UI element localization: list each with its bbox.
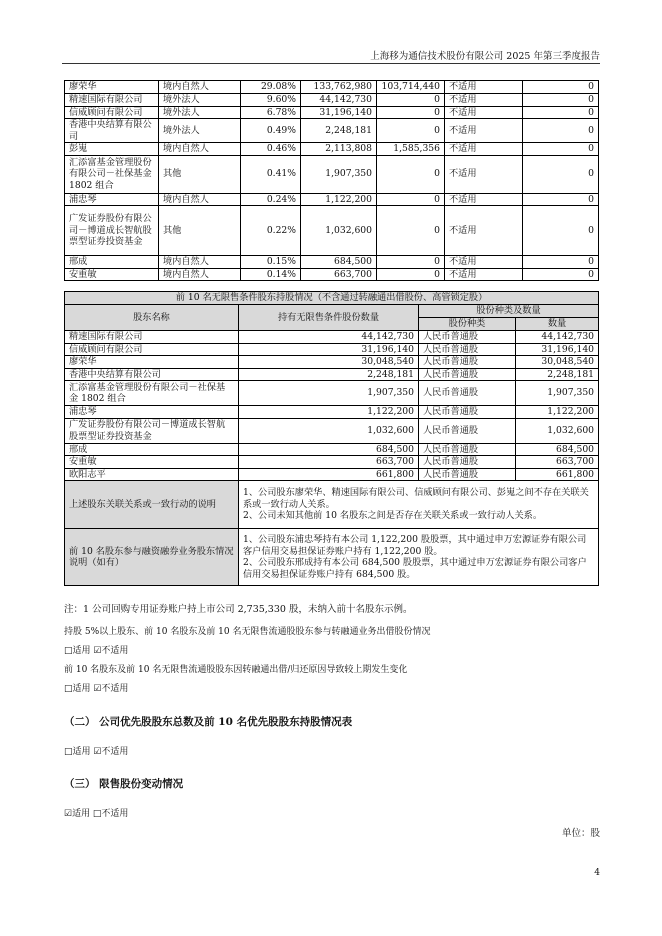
cell-name: 汇添富基金管理股份有限公司－社保基金 1802 组合 [65,381,239,406]
cell-pledge: 不适用 [445,94,523,107]
cell-type: 境外法人 [159,94,241,107]
col-header-kind-type: 股份种类 [419,318,516,331]
cell-qty: 30,048,540 [516,356,599,369]
table-row [65,468,599,481]
cell-type: 其他 [159,206,241,256]
cell-name: 精速国际有限公司 [65,94,159,107]
cell-shares: 30,048,540 [239,356,419,369]
col-header-kind: 股份种类及数量 [419,305,599,318]
table-row [65,356,599,369]
col-header-kind-qty: 数量 [516,318,599,331]
cell-shares: 31,196,140 [301,106,377,119]
cell-pct: 9.60% [241,94,301,107]
cell-name: 香港中央结算有限公司 [65,368,239,381]
cell-type: 其他 [159,155,241,193]
cell-name: 汇添富基金管理股份有限公司－社保基金 1802 组合 [65,155,159,193]
cell-name: 廖荣华 [65,356,239,369]
cell-qty: 663,700 [516,456,599,469]
margin-text: 1、公司股东浦忠琴持有本公司 1,122,200 股股票，其中通过申万宏源证券有限公司客户信用交易担保证券账户持有 1,122,200 股。 2、公司股东邢成持有本公司 684,500 股股票，其中通过申万宏源证券有限公司客户信用交易担保证券账户持有 684,500 股。 [239,529,599,586]
table-row [65,381,599,406]
cell-kind: 人民币普通股 [419,468,516,481]
cell-name: 信威顾问有限公司 [65,106,159,119]
table-row [65,331,599,344]
lending-paragraph: 持股 5%以上股东、前 10 名股东及前 10 名无限售流通股股东参与转融通业务出借股份情况 [64,627,431,637]
restricted-shares-heading: （三） 限售股份变动情况 [64,778,184,790]
col-header-shares: 持有无限售条件股份数量 [239,305,419,331]
table-row [65,143,599,156]
preferred-shares-heading: （二） 公司优先股股东总数及前 10 名优先股股东持股情况表 [64,716,353,728]
table-row [65,106,599,119]
cell-qty: 1,032,600 [516,418,599,443]
cell-kind: 人民币普通股 [419,356,516,369]
table-title: 前 10 名无限售条件股东持股情况（不含通过转融通出借股份、高管锁定股） [65,292,599,305]
table-row [65,119,599,143]
cell-name: 彭嵬 [65,143,159,156]
buyback-note: 注：1 公司回购专用证券账户持上市公司 2,735,330 股，未纳入前十名股东示例。 [64,604,413,615]
cell-shares: 684,500 [239,443,419,456]
cell-shares: 31,196,140 [239,343,419,356]
cell-qty: 31,196,140 [516,343,599,356]
cell-qty: 0 [523,143,599,156]
cell-shares: 2,248,181 [301,119,377,143]
lending-change-applicability: □适用 ☑不适用 [64,684,129,694]
cell-restricted: 0 [377,106,445,119]
cell-shares: 663,700 [301,268,377,281]
cell-name: 安重敏 [65,268,159,281]
cell-shares: 44,142,730 [239,331,419,344]
cell-pct: 0.41% [241,155,301,193]
cell-shares: 684,500 [301,256,377,269]
cell-restricted: 0 [377,94,445,107]
cell-qty: 0 [523,193,599,206]
cell-pct: 0.49% [241,119,301,143]
cell-kind: 人民币普通股 [419,443,516,456]
lending-applicability: □适用 ☑不适用 [64,646,129,656]
table-row [65,268,599,281]
relation-label: 上述股东关联关系或一致行动的说明 [65,481,239,529]
cell-name: 欧阳志平 [65,468,239,481]
col-header-name: 股东名称 [65,305,239,331]
cell-name: 香港中央结算有限公司 [65,119,159,143]
cell-qty: 684,500 [516,443,599,456]
unit-label: 单位：股 [561,828,600,839]
cell-name: 浦忠琴 [65,193,159,206]
cell-qty: 1,122,200 [516,406,599,419]
table-row [65,456,599,469]
cell-type: 境内自然人 [159,193,241,206]
table-row [65,256,599,269]
cell-restricted: 0 [377,268,445,281]
cell-name: 广发证券股份有限公司－博道成长智航股票型证券投资基金 [65,418,239,443]
cell-shares: 133,762,980 [301,81,377,94]
cell-qty: 0 [523,256,599,269]
cell-pledge: 不适用 [445,81,523,94]
cell-pct: 0.24% [241,193,301,206]
relation-text: 1、公司股东廖荣华、精速国际有限公司、信威顾问有限公司、彭嵬之间不存在关联关系或一致行动人关系。 2、公司未知其他前 10 名股东之间是否存在关联关系或一致行动人关系。 [239,481,599,529]
cell-type: 境内自然人 [159,268,241,281]
cell-pledge: 不适用 [445,193,523,206]
table-row [65,443,599,456]
cell-qty: 0 [523,81,599,94]
cell-shares: 663,700 [239,456,419,469]
table-row [65,368,599,381]
table-row [65,94,599,107]
cell-qty: 2,248,181 [516,368,599,381]
cell-qty: 0 [523,268,599,281]
cell-name: 邢成 [65,256,159,269]
cell-qty: 0 [523,94,599,107]
cell-restricted: 1,585,356 [377,143,445,156]
cell-restricted: 0 [377,206,445,256]
cell-name: 信威顾问有限公司 [65,343,239,356]
cell-pct: 0.22% [241,206,301,256]
cell-qty: 0 [523,155,599,193]
cell-shares: 1,907,350 [239,381,419,406]
cell-qty: 0 [523,206,599,256]
cell-pledge: 不适用 [445,106,523,119]
cell-shares: 1,122,200 [301,193,377,206]
top-shareholders-table [64,80,599,281]
cell-shares: 1,122,200 [239,406,419,419]
cell-restricted: 0 [377,155,445,193]
table-row [65,81,599,94]
table-row [65,406,599,419]
report-header: 上海移为通信技术股份有限公司 2025 年第三季度报告 [370,51,600,62]
cell-pct: 0.46% [241,143,301,156]
cell-name: 邢成 [65,443,239,456]
cell-pledge: 不适用 [445,119,523,143]
cell-name: 浦忠琴 [65,406,239,419]
cell-qty: 0 [523,106,599,119]
cell-pledge: 不适用 [445,256,523,269]
cell-kind: 人民币普通股 [419,381,516,406]
cell-qty: 661,800 [516,468,599,481]
preferred-shares-applicability: □适用 ☑不适用 [64,747,129,757]
cell-qty: 1,907,350 [516,381,599,406]
restricted-shares-applicability: ☑适用 □不适用 [64,809,129,819]
table-row [65,155,599,193]
cell-qty: 0 [523,119,599,143]
unrestricted-shareholders-table [64,291,599,586]
margin-label: 前 10 名股东参与融资融券业务股东情况说明（如有） [65,529,239,586]
table-row [65,343,599,356]
cell-pct: 0.14% [241,268,301,281]
cell-kind: 人民币普通股 [419,368,516,381]
cell-shares: 44,142,730 [301,94,377,107]
cell-type: 境内自然人 [159,81,241,94]
table-row [65,193,599,206]
cell-restricted: 103,714,440 [377,81,445,94]
cell-pledge: 不适用 [445,143,523,156]
cell-shares: 1,032,600 [239,418,419,443]
cell-kind: 人民币普通股 [419,343,516,356]
lending-change-paragraph: 前 10 名股东及前 10 名无限售流通股股东因转融通出借/归还原因导致较上期发生变化 [64,665,408,675]
cell-type: 境内自然人 [159,143,241,156]
cell-type: 境内自然人 [159,256,241,269]
cell-shares: 1,907,350 [301,155,377,193]
cell-kind: 人民币普通股 [419,406,516,419]
cell-pct: 29.08% [241,81,301,94]
cell-name: 广发证券股份有限公司－博道成长智航股票型证券投资基金 [65,206,159,256]
cell-kind: 人民币普通股 [419,331,516,344]
cell-kind: 人民币普通股 [419,418,516,443]
cell-pct: 6.78% [241,106,301,119]
cell-pledge: 不适用 [445,206,523,256]
cell-type: 境外法人 [159,119,241,143]
cell-type: 境外法人 [159,106,241,119]
cell-name: 安重敏 [65,456,239,469]
table-row [65,418,599,443]
cell-pledge: 不适用 [445,268,523,281]
cell-restricted: 0 [377,256,445,269]
table-row [65,206,599,256]
cell-pledge: 不适用 [445,155,523,193]
header-divider [62,63,600,64]
cell-pct: 0.15% [241,256,301,269]
cell-kind: 人民币普通股 [419,456,516,469]
cell-shares: 661,800 [239,468,419,481]
cell-name: 廖荣华 [65,81,159,94]
cell-shares: 2,113,808 [301,143,377,156]
cell-restricted: 0 [377,193,445,206]
cell-shares: 1,032,600 [301,206,377,256]
cell-qty: 44,142,730 [516,331,599,344]
cell-name: 精速国际有限公司 [65,331,239,344]
cell-restricted: 0 [377,119,445,143]
page-number: 4 [594,868,600,878]
cell-shares: 2,248,181 [239,368,419,381]
